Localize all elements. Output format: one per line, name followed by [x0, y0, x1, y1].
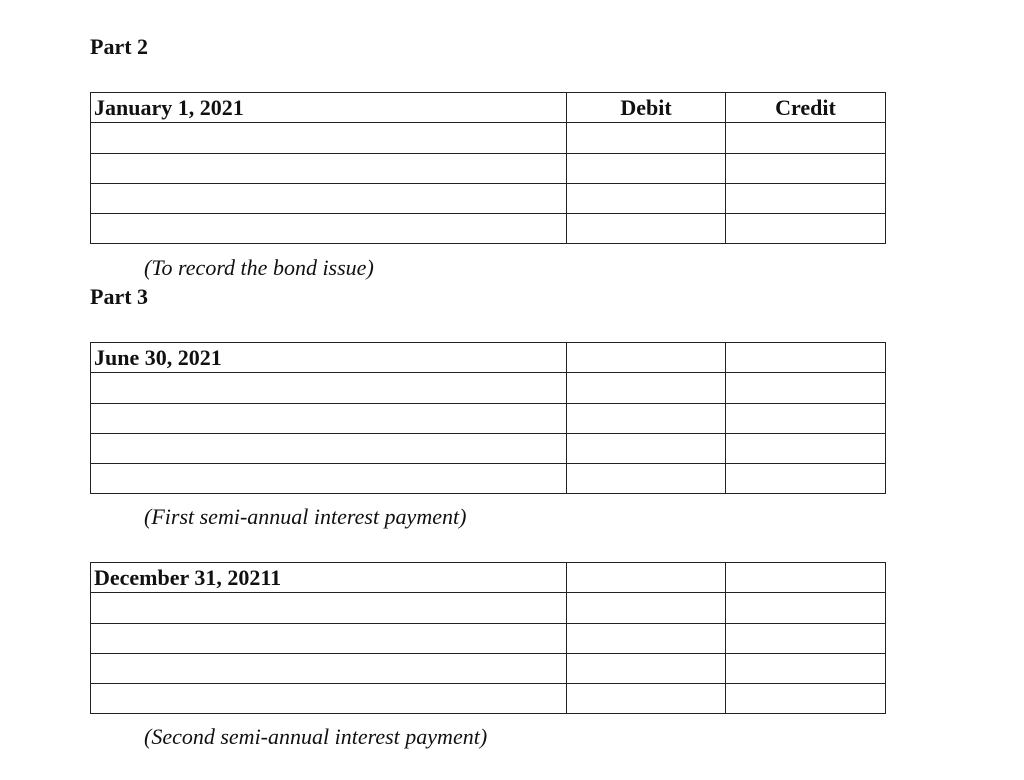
part-3-heading: Part 3: [90, 284, 149, 309]
table-row: [91, 123, 886, 153]
entry-date: December 31, 20211: [91, 563, 567, 593]
table-row: [91, 403, 886, 433]
entry-note-bond-issue: (To record the bond issue): [144, 255, 374, 280]
account-cell[interactable]: [91, 373, 567, 403]
credit-cell[interactable]: [726, 623, 886, 653]
account-cell[interactable]: [91, 123, 567, 153]
account-cell[interactable]: [91, 623, 567, 653]
credit-cell[interactable]: [726, 123, 886, 153]
debit-cell[interactable]: [567, 214, 726, 244]
table-row: [91, 623, 886, 653]
credit-cell[interactable]: [726, 214, 886, 244]
table-header-row: [91, 93, 886, 123]
account-cell[interactable]: [91, 653, 567, 683]
credit-cell[interactable]: [726, 433, 886, 463]
table-row: [91, 433, 886, 463]
debit-cell[interactable]: [567, 433, 726, 463]
account-cell[interactable]: [91, 183, 567, 213]
debit-cell[interactable]: [567, 403, 726, 433]
debit-cell[interactable]: [567, 563, 726, 593]
credit-cell[interactable]: [726, 403, 886, 433]
credit-cell[interactable]: [726, 563, 886, 593]
account-cell[interactable]: [91, 593, 567, 623]
account-cell[interactable]: [91, 433, 567, 463]
debit-cell[interactable]: [567, 343, 726, 373]
entry-date: January 1, 2021: [91, 93, 567, 123]
credit-cell[interactable]: [726, 183, 886, 213]
credit-cell[interactable]: [726, 373, 886, 403]
journal-table-june-30: [90, 342, 886, 494]
account-cell[interactable]: [91, 153, 567, 183]
journal-table-january-1: [90, 92, 886, 244]
debit-cell[interactable]: [567, 373, 726, 403]
debit-cell[interactable]: [567, 684, 726, 714]
table-row: [91, 183, 886, 213]
account-cell[interactable]: [91, 214, 567, 244]
debit-cell[interactable]: [567, 183, 726, 213]
table-row: [91, 373, 886, 403]
credit-cell[interactable]: [726, 593, 886, 623]
account-cell[interactable]: [91, 684, 567, 714]
account-cell[interactable]: [91, 464, 567, 494]
table-row: [91, 684, 886, 714]
credit-column-header: Credit: [726, 93, 886, 123]
table-row: [91, 153, 886, 183]
credit-cell[interactable]: [726, 653, 886, 683]
credit-cell[interactable]: [726, 464, 886, 494]
entry-note-second-interest: (Second semi-annual interest payment): [144, 724, 488, 749]
debit-cell[interactable]: [567, 593, 726, 623]
account-cell[interactable]: [91, 403, 567, 433]
journal-table-december-31: [90, 562, 886, 714]
debit-cell[interactable]: [567, 464, 726, 494]
table-header-row: [91, 563, 886, 593]
debit-cell[interactable]: [567, 123, 726, 153]
credit-cell[interactable]: [726, 684, 886, 714]
credit-cell[interactable]: [726, 153, 886, 183]
table-row: [91, 593, 886, 623]
entry-note-first-interest: (First semi-annual interest payment): [144, 504, 467, 529]
table-row: [91, 653, 886, 683]
debit-cell[interactable]: [567, 623, 726, 653]
table-row: [91, 464, 886, 494]
entry-date: June 30, 2021: [91, 343, 567, 373]
debit-column-header: Debit: [567, 93, 726, 123]
part-2-heading: Part 2: [90, 34, 149, 59]
table-header-row: [91, 343, 886, 373]
debit-cell[interactable]: [567, 653, 726, 683]
debit-cell[interactable]: [567, 153, 726, 183]
credit-cell[interactable]: [726, 343, 886, 373]
table-row: [91, 214, 886, 244]
